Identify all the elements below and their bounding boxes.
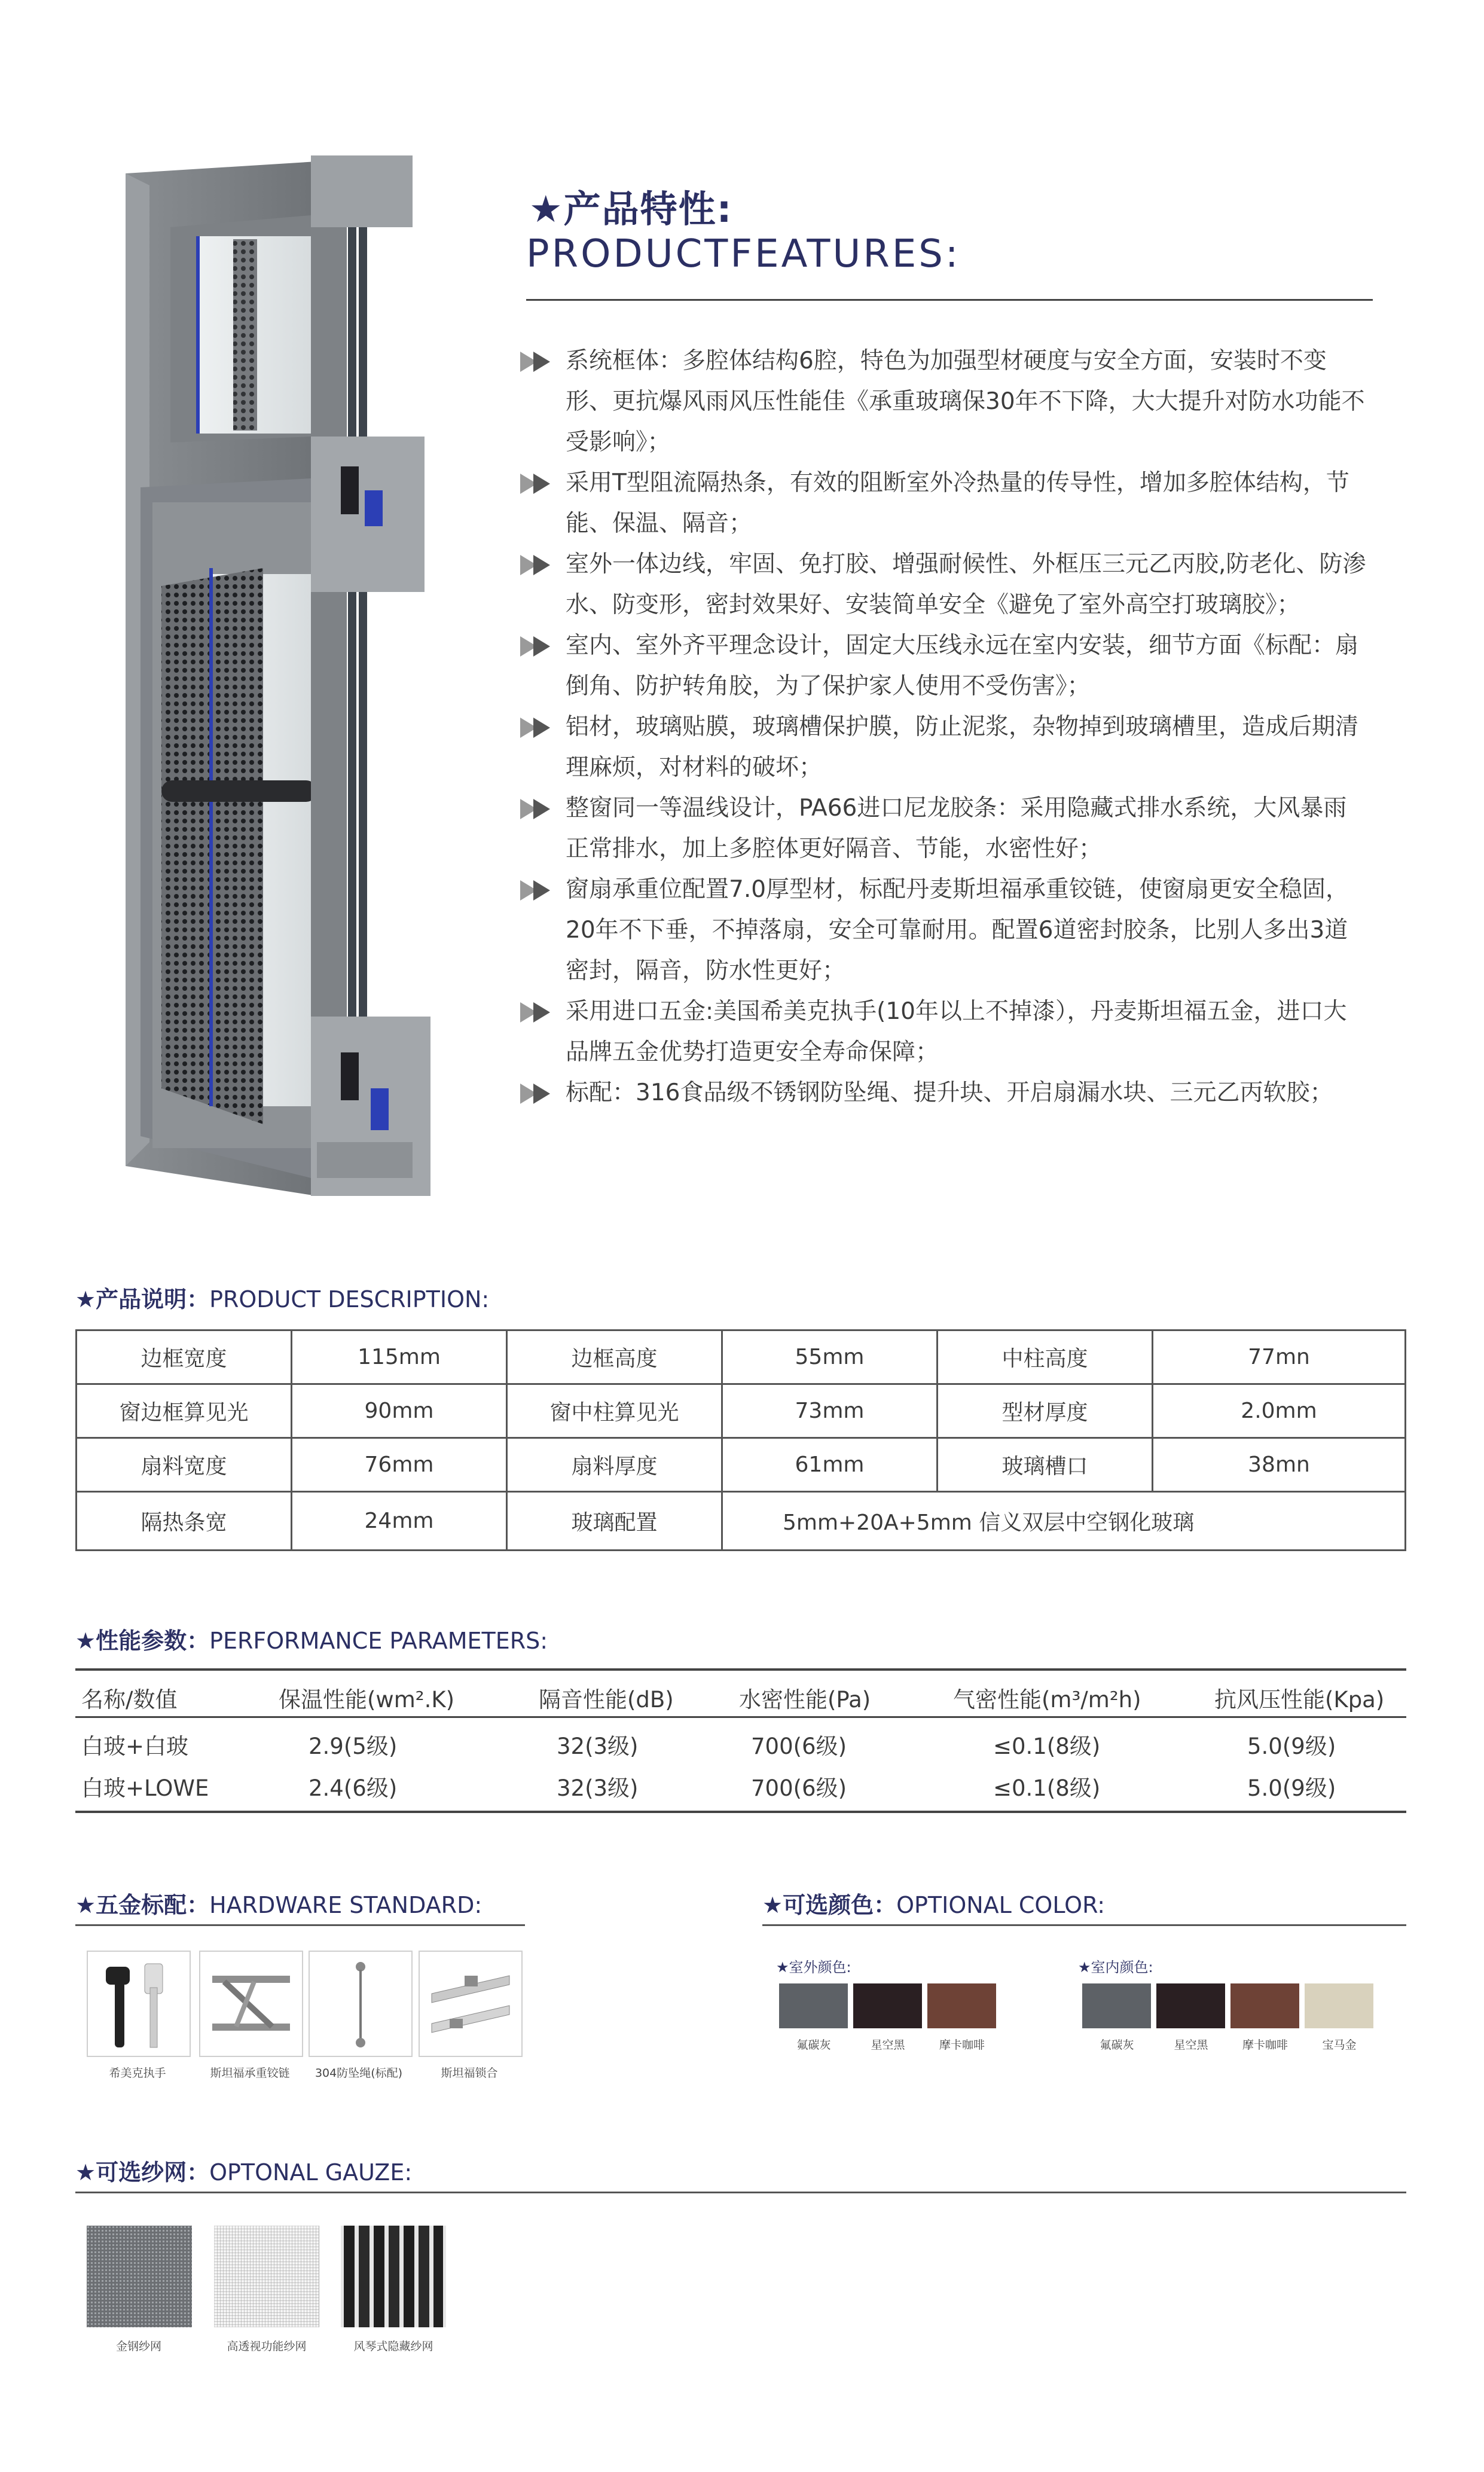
table-cell: ≤0.1(8级) [993,1775,1101,1801]
color-divider [762,1924,1406,1926]
color-heading [762,1887,1105,1919]
outdoor-color-swatch [779,1983,848,2028]
feature-item [520,341,1369,463]
hardware-caption: 斯坦福锁合 [441,2067,498,2080]
double-arrow-icon [520,352,555,372]
outdoor-color-swatch [853,1983,922,2028]
table-cell: 窗边框算见光 [77,1384,292,1438]
table-cell: 中柱高度 [938,1330,1153,1384]
outdoor-color-name: 氟碳灰 [796,2038,831,2052]
table-cell: 边框高度 [507,1330,722,1384]
performance-heading-en: PERFORMANCE PARAMETERS: [209,1628,548,1654]
table-cell: 76mm [292,1438,507,1492]
table-cell: 32(3级) [557,1734,639,1759]
table-cell: 白玻+白玻 [81,1734,189,1759]
header-cell: 名称/数值 [81,1687,178,1713]
feature-text: 采用T型阻流隔热条，有效的阻断室外冷热量的传导性，增加多腔体结构，节能、保温、隔音； [566,469,1349,537]
gauze-heading [75,2154,412,2187]
indoor-color-label: ★室内颜色: [1078,1959,1153,1976]
table-cell: 玻璃配置 [507,1492,722,1551]
performance-heading [75,1622,548,1655]
table-cell: 61mm [722,1438,938,1492]
feature-text: 窗扇承重位配置7.0厚型材，标配丹麦斯坦福承重铰链，使窗扇更安全稳固，20年不下垂，不掉落扇，安全可靠耐用。配置6道密封胶条，比别人多出3道密封，隔音，防水性更好； [566,876,1349,984]
table-cell: 38mn [1153,1438,1406,1492]
feature-item [520,991,1369,1073]
feature-text: 整窗同一等温线设计，PA66进口尼龙胶条：采用隐藏式排水系统，大风暴雨正常排水，加上多腔体更好隔音、节能，水密性好； [566,795,1347,862]
double-arrow-icon [520,555,555,575]
indoor-color-name: 宝马金 [1322,2038,1357,2052]
transparent-mesh-image [214,2226,319,2327]
table-cell: 115mm [292,1330,507,1384]
table-cell: ≤0.1(8级) [993,1734,1101,1759]
window-profile-illustration [114,155,436,1202]
feature-item [520,463,1369,544]
indoor-color-swatch [1230,1983,1299,2028]
table-row [77,1384,1406,1438]
features-divider [526,299,1373,301]
table-cell: 700(6级) [751,1775,847,1801]
outdoor-color-name: 星空黑 [871,2038,905,2052]
header-cell: 保温性能(wm².K) [279,1687,455,1713]
header-cell: 隔音性能(dB) [539,1687,674,1713]
table-row [75,1759,1406,1805]
double-arrow-icon [520,474,555,494]
outdoor-color-swatch [927,1983,996,2028]
double-arrow-icon [520,799,555,819]
double-arrow-icon [520,1002,555,1023]
table-cell: 扇料厚度 [507,1438,722,1492]
table-cell: 2.0mm [1153,1384,1406,1438]
feature-text: 室内、室外齐平理念设计，固定大压线永远在室内安装，细节方面《标配：扇倒角、防护转角胶，为了保护家人使用不受伤害》； [566,632,1359,700]
pleated-mesh-image [341,2226,446,2327]
double-arrow-icon [520,1084,555,1104]
table-cell: 边框宽度 [77,1330,292,1384]
hardware-caption: 斯坦福承重铰链 [210,2067,290,2080]
feature-text: 标配：316食品级不锈钢防坠绳、提升块、开启扇漏水块、三元乙丙软胶； [566,1079,1333,1106]
table-cell: 型材厚度 [938,1384,1153,1438]
table-row [75,1717,1406,1763]
indoor-color-name: 摩卡咖啡 [1242,2038,1288,2052]
table-cell: 玻璃槽口 [938,1438,1153,1492]
table-cell: 73mm [722,1384,938,1438]
steel-mesh-image [87,2226,192,2327]
table-cell-glass: 5mm+20A+5mm 信义双层中空钢化玻璃 [722,1492,1406,1551]
table-cell: 77mn [1153,1330,1406,1384]
gauze-caption: 高透视功能纱网 [227,2340,307,2353]
header-cell: 水密性能(Pa) [739,1687,871,1713]
table-cell: 24mm [292,1492,507,1551]
features-title: ★产品特性: [529,187,733,231]
feature-item [520,1073,1369,1113]
gauze-caption: 金钢纱网 [115,2340,161,2353]
description-table [75,1329,1406,1551]
performance-table [75,1668,1406,1805]
double-arrow-icon [520,718,555,738]
table-cell: 2.4(6级) [309,1775,398,1801]
table-cell: 55mm [722,1330,938,1384]
table-cell: 窗中柱算见光 [507,1384,722,1438]
table-cell: 5.0(9级) [1247,1775,1336,1801]
indoor-color-swatch [1305,1983,1373,2028]
table-cell: 扇料宽度 [77,1438,292,1492]
feature-text: 铝材，玻璃贴膜，玻璃槽保护膜，防止泥浆，杂物掉到玻璃槽里，造成后期清理麻烦，对材料的破坏； [566,713,1359,781]
hardware-heading-en: HARDWARE STANDARD: [209,1892,483,1918]
indoor-color-swatch [1156,1983,1225,2028]
hardware-divider [75,1924,525,1926]
hardware-heading [75,1887,482,1919]
feature-item [520,869,1369,991]
color-heading-cn: ★可选颜色： [762,1892,897,1918]
description-heading-cn: ★产品说明： [75,1286,210,1313]
table-header-row [75,1671,1406,1716]
features-list [520,341,1369,1113]
handle-image [87,1951,191,2057]
indoor-color-name: 氟碳灰 [1100,2038,1134,2052]
performance-heading-cn: ★性能参数： [75,1628,210,1654]
gauze-divider [75,2192,1406,2193]
double-arrow-icon [520,880,555,901]
outdoor-color-name: 摩卡咖啡 [939,2038,985,2052]
feature-text: 采用进口五金:美国希美克执手(10年以上不掉漆），丹麦斯坦福五金，进口大品牌五金优势打造更安全寿命保障； [566,998,1347,1066]
table-rule [75,1811,1406,1813]
hardware-heading-cn: ★五金标配： [75,1892,210,1918]
gauze-heading-en: OPTONAL GAUZE: [209,2159,413,2186]
double-arrow-icon [520,636,555,657]
gauze-caption: 风琴式隐藏纱网 [353,2340,433,2353]
hardware-caption: 304防坠绳(标配) [314,2067,403,2080]
safety-rope-image [309,1951,413,2057]
feature-text: 室外一体边线，牢固、免打胶、增强耐候性、外框压三元乙丙胶,防老化、防渗水、防变形，密封效果好、安装简单安全《避免了室外高空打玻璃胶》； [566,551,1366,618]
feature-item [520,707,1369,788]
feature-item [520,544,1369,625]
header-cell: 抗风压性能(Kpa) [1214,1687,1385,1713]
table-row [77,1438,1406,1492]
description-heading [75,1281,489,1314]
table-cell: 隔热条宽 [77,1492,292,1551]
table-cell: 700(6级) [751,1734,847,1759]
table-cell: 2.9(5级) [309,1734,398,1759]
lock-image [419,1951,523,2057]
table-row [77,1492,1406,1551]
hinge-image [199,1951,303,2057]
table-cell: 32(3级) [557,1775,639,1801]
table-cell: 90mm [292,1384,507,1438]
description-heading-en: PRODUCT DESCRIPTION: [209,1286,490,1313]
gauze-heading-cn: ★可选纱网： [75,2159,210,2186]
indoor-color-swatch [1082,1983,1151,2028]
table-row [77,1330,1406,1384]
hardware-caption: 希美克执手 [109,2067,166,2080]
table-cell: 5.0(9级) [1247,1734,1336,1759]
feature-item [520,788,1369,869]
indoor-color-name: 星空黑 [1174,2038,1208,2052]
features-subtitle: PRODUCTFEATURES: [526,232,961,276]
table-cell: 白玻+LOWE [81,1775,209,1801]
color-heading-en: OPTIONAL COLOR: [896,1892,1106,1918]
outdoor-color-label: ★室外颜色: [776,1959,851,1976]
header-cell: 气密性能(m³/m²h) [953,1687,1141,1713]
feature-text: 系统框体：多腔体结构6腔，特色为加强型材硬度与安全方面，安装时不变形、更抗爆风雨风压性能佳《承重玻璃保30年不下降，大大提升对防水功能不受影响》； [566,347,1365,456]
feature-item [520,625,1369,707]
